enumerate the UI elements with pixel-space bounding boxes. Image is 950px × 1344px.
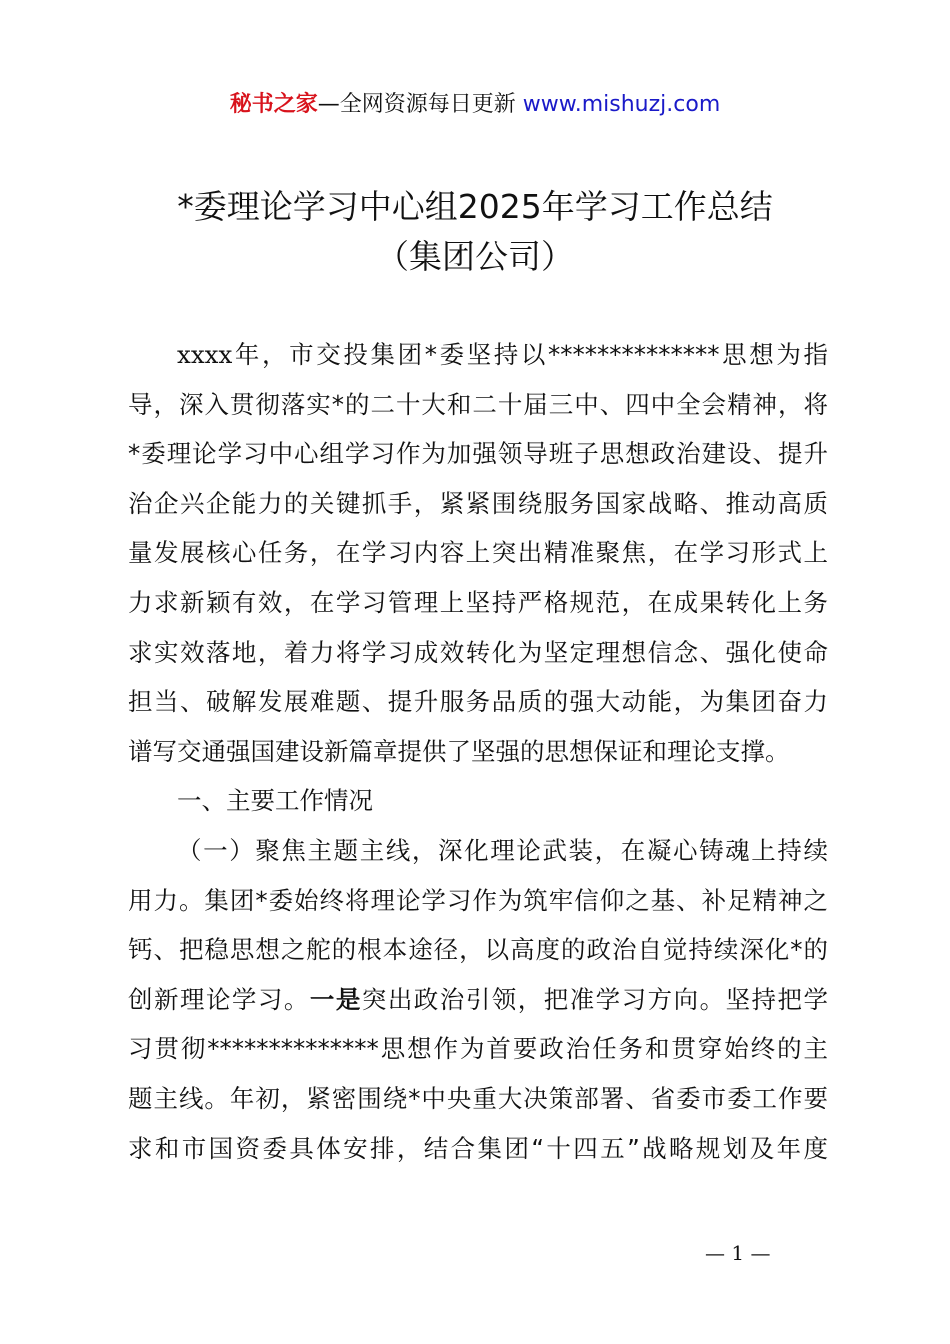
emphasis-label: 一是 (309, 984, 362, 1014)
paragraph-line: （一）聚焦主题主线，深化理论武装，在凝心铸魂上持续 (177, 835, 828, 865)
paragraph-line: *委理论学习中心组学习作为加强领导班子思想政治建设、提升 (128, 439, 828, 469)
paragraph-text: 突出政治引领，把准学习方向。坚持把学 (361, 984, 829, 1014)
document-body (128, 330, 828, 1173)
paragraph-line: 习贯彻**************思想作为首要政治任务和贯穿始终的主 (128, 1034, 828, 1064)
paragraph-line: 用力。集团*委始终将理论学习作为筑牢信仰之基、补足精神之 (128, 885, 828, 915)
paragraph-line: 求实效落地，着力将学习成效转化为坚定理想信念、强化使命 (128, 637, 828, 667)
paragraph-line: 题主线。年初，紧密围绕*中央重大决策部署、省委市委工作要 (128, 1083, 828, 1113)
paragraph-line: 谱写交通强国建设新篇章提供了坚强的思想保证和理论支撑。 (128, 736, 790, 766)
paragraph-line: 量发展核心任务，在学习内容上突出精准聚焦，在学习形式上 (128, 538, 828, 568)
site-header (0, 88, 950, 122)
site-tagline: —全网资源每日更新 (317, 92, 523, 117)
paragraph-line: 担当、破解发展难题、提升服务品质的强大动能，为集团奋力 (128, 687, 828, 717)
document-title: *委理论学习中心组2025年学习工作总结 (177, 187, 773, 226)
paragraph-line: 力求新颖有效，在学习管理上坚持严格规范，在成果转化上务 (128, 587, 828, 617)
section-heading: 一、主要工作情况 (177, 786, 373, 816)
paragraph-line: 治企兴企能力的关键抓手，紧紧围绕服务国家战略、推动高质 (128, 488, 828, 518)
paragraph-line: 求和市国资委具体安排，结合集团“十四五”战略规划及年度 (128, 1133, 828, 1163)
paragraph-line: 钙、把稳思想之舵的根本途径，以高度的政治自觉持续深化*的 (128, 935, 828, 965)
site-brand: 秘书之家 (229, 92, 318, 117)
site-url-link[interactable]: www.mishuzj.com (522, 92, 721, 117)
paragraph-line (128, 975, 828, 1025)
year-placeholder: xxxx (177, 340, 233, 369)
paragraph-text: 创新理论学习。 (128, 984, 310, 1014)
page-number: — 1 — (705, 1241, 771, 1265)
document-subtitle: （集团公司） (376, 237, 574, 276)
paragraph-text: 年，市交投集团*委坚持以**************思想为指 (232, 340, 828, 369)
paragraph-line: 导，深入贯彻落实*的二十大和二十届三中、四中全会精神，将 (128, 389, 828, 419)
paragraph-line (128, 330, 828, 380)
